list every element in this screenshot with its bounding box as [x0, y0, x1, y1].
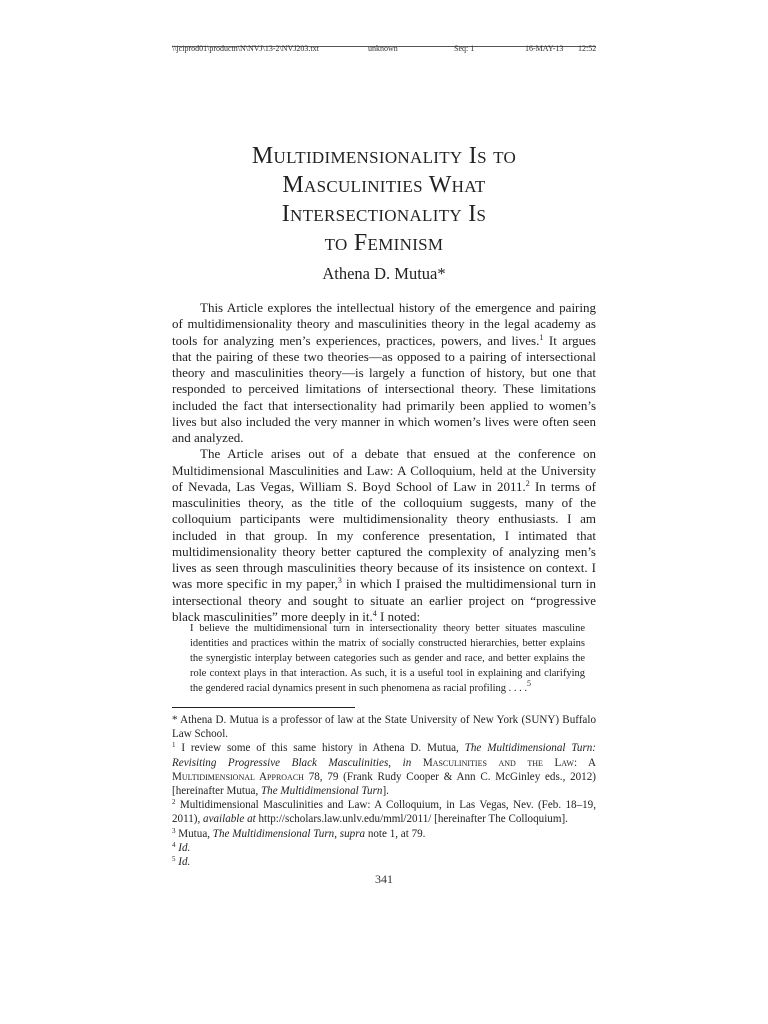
title-line: Multidimensionality Is to — [251, 143, 517, 169]
text-run: I review some of this same history in Athena D. Mutua, — [175, 742, 465, 755]
time-label: 12:52 — [578, 44, 597, 53]
text-run: in — [402, 756, 412, 769]
date-label: 16-MAY-13 — [525, 44, 564, 53]
title-line: Masculinities What — [282, 172, 486, 198]
footnote-divider — [172, 707, 355, 708]
text-run: ]. — [382, 785, 389, 798]
footnotes — [172, 713, 596, 869]
text-run: Id. — [178, 856, 191, 869]
text-run: Multidimensional Masculinities and Law: A Colloquium, in Las Vegas, Nev. (Feb. 18–19, 2011), — [172, 799, 596, 826]
footnote-ref[interactable]: 1 — [539, 332, 544, 342]
file-path: \\jciprod01\productn\N\NVJ\13-2\NVJ203.txt — [172, 44, 319, 53]
sequence-label: Seq: 1 — [454, 44, 475, 53]
page-number: 341 — [375, 872, 393, 886]
footnote — [172, 841, 596, 855]
footnote — [172, 827, 596, 841]
text-run: I noted: — [376, 608, 421, 624]
footnote-number: 2 — [172, 798, 176, 807]
text-run: 78, 79 (Frank Rudy Cooper & Ann C. McGinley eds., 2012) [hereinafter Mutua, — [172, 770, 596, 798]
text-run: This Article explores the intellectual history of the emergence and pairing of multidimensionality theory and masculinities theory in the legal academy as tools for analyzing men’s experiences, practices, powers, and lives. — [172, 300, 596, 348]
title-line: to Feminism — [324, 230, 444, 256]
footnote-number: 5 — [172, 855, 176, 864]
text-run: Id. — [178, 841, 191, 854]
footnote-ref[interactable]: 2 — [525, 478, 530, 488]
block-quote — [190, 621, 585, 696]
footnote — [172, 713, 596, 741]
footnote-ref[interactable]: 5 — [527, 679, 532, 688]
footnote-ref[interactable]: 3 — [337, 576, 342, 586]
text-run: , — [388, 756, 403, 769]
text-run: Mutua, — [175, 827, 213, 840]
text-run: supra — [339, 827, 366, 840]
text-run: * Athena D. Mutua is a professor of law at the State University of New York (SUNY) Buffalo Law School. — [172, 714, 596, 741]
text-run: available at — [203, 813, 256, 826]
text-run: in which I praised the multidimensional turn in intersectional theory and sought to situate an earlier project on “progressive black masculinities” more deeply in it. — [172, 576, 596, 624]
text-run: Masculinities and the Law: A Multidimensional Approach — [172, 756, 596, 783]
text-run: The Multidimensional Turn — [212, 827, 335, 840]
text-run: note 1, at 79. — [365, 827, 426, 840]
footnote-number: 3 — [172, 826, 176, 835]
footnote — [172, 741, 596, 798]
footnote — [172, 798, 596, 826]
text-run: It argues that the pairing of these two theories—as opposed to a pairing of intersectional theory and masculinities theory—is largely a function of history, but one that responded to perceived limitations of intersectional theory. These limitations included the fact that intersectionality had primarily been applied to women’s lives but also included the very manner in which women’s lives were often seen and analyzed. — [172, 332, 596, 445]
text-run: The Multidimensional Turn: Revisiting Progressive Black Masculinities — [172, 742, 596, 769]
running-header — [172, 44, 597, 53]
body-text — [172, 300, 596, 625]
paragraph — [172, 446, 596, 625]
footnote-number: 4 — [172, 840, 176, 849]
author-name: Athena D. Mutua* — [322, 264, 446, 283]
link-text[interactable]: http://scholars.law.unlv.edu/mml/2011/ [hereinafter The Colloquium]. — [255, 813, 568, 826]
text-run: In terms of masculinities theory, as the title of the colloquium suggests, many of the colloquium participants were multidimensionality theory enthusiasts. I am included in that group. In my conference presentation, I intimated that multidimensionality theory better captured the complexity of analyzing men’s lives as seen through masculinities theory because of its insistence on context. I was more specific in my paper, — [172, 478, 596, 592]
paragraph — [172, 300, 596, 446]
footnote-ref[interactable]: 4 — [372, 608, 377, 618]
footnote — [172, 855, 596, 869]
title-line: Intersectionality Is — [281, 201, 487, 227]
footnote-number: 1 — [172, 741, 176, 750]
text-run: The Multidimensional Turn — [261, 785, 383, 798]
text-run: The Article arises out of a debate that ensued at the conference on Multidimensional Masculinities and Law: A Colloquium, held at the University of Nevada, Las Vegas, William S. Boyd School of Law in 2011. — [172, 446, 596, 494]
text-run: , — [334, 827, 340, 840]
text-run: I believe the multidimensional turn in intersectionality theory better situates masculine identities and practices within the matrix of socially constructed hierarchies, better explains the synergistic interplay between categories such as gender and race, and better explains the role context plays in that interaction. As such, it is a useful tool in explaining and clarifying the gendered racial dynamics present in such phenomena as racial profiling . . . . — [190, 623, 585, 694]
article-title — [172, 142, 596, 258]
status-label: unknown — [368, 44, 398, 53]
text-run — [411, 757, 423, 769]
quote-text — [190, 621, 585, 696]
